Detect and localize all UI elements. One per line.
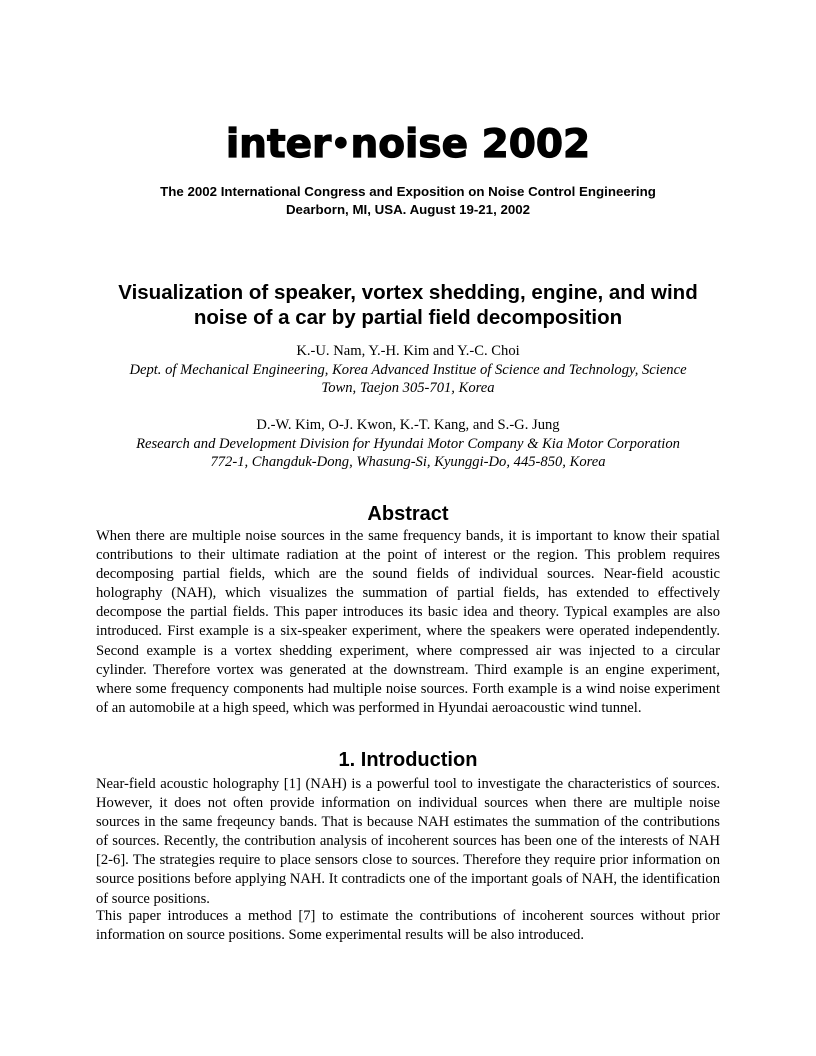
author-names: K.-U. Nam, Y.-H. Kim and Y.-C. Choi bbox=[296, 343, 520, 359]
conference-logo bbox=[0, 122, 816, 167]
author-affiliation-address: 772-1, Changduk-Dong, Whasung-Si, Kyunggi-Do, 445-850, Korea bbox=[210, 454, 606, 470]
author-block-hyundai bbox=[80, 416, 736, 472]
introduction-paragraph-1: Near-field acoustic holography [1] (NAH) is a powerful tool to investigate the characteristics of sources. However, it does not often provide information on individual sources when there are multiple noise sources in the same freqeuncy bands. That is because NAH estimates the summation of the contributions of sources. Recently, the contribution analysis of incoherent sources has been one of the interests of NAH [2-6]. The strategies require to place sensors close to sources. Therefore they require prior information on source positions before applying NAH. It contradicts one of the important goals of NAH, the identification of source positions. bbox=[96, 776, 720, 907]
conference-location-date: Dearborn, MI, USA. August 19-21, 2002 bbox=[285, 202, 531, 217]
author-affiliation-address: Town, Taejon 305-701, Korea bbox=[321, 380, 495, 396]
introduction-paragraph-2: This paper introduces a method [7] to estimate the contributions of incoherent sources without prior information on source positions. Some experimental results will be also introduced. bbox=[96, 908, 720, 944]
abstract-heading: Abstract bbox=[367, 503, 449, 525]
abstract-text: When there are multiple noise sources in the same frequency bands, it is important to know their spatial contributions to their ultimate radiation at the point of interest or the region. This problem requires decomposing partial fields, which are the sound fields of individual sources. Near-field acoustic holography (NAH), which visualizes the summation of partial fields, has extended to effectively decompose the partial fields. This paper introduces its basic idea and theory. Typical examples are also introduced. First example is a six-speaker experiment, where the speakers were operated independently. Second example is a vortex shedding experiment, where compressed air was injected to a circular cylinder. Therefore vortex was generated at the downstream. Third example is an engine experiment, where some frequency components had multiple noise sources. Forth example is a wind noise experiment of an automobile at a high speed, which was performed in Hyundai aeroacoustic wind tunnel. bbox=[96, 528, 720, 716]
paper-title: Visualization of speaker, vortex shedding, engine, and wind noise of a car by partial field decomposition bbox=[118, 281, 698, 329]
author-names: D.-W. Kim, O-J. Kwon, K.-T. Kang, and S.-G. Jung bbox=[256, 417, 560, 433]
conference-name: The 2002 International Congress and Exposition on Noise Control Engineering bbox=[160, 184, 656, 199]
author-affiliation: Research and Development Division for Hyundai Motor Company & Kia Motor Corporation bbox=[136, 435, 680, 452]
conference-info bbox=[0, 183, 816, 219]
introduction-heading: 1. Introduction bbox=[338, 749, 478, 771]
author-block-kaist bbox=[80, 342, 736, 398]
author-affiliation: Dept. of Mechanical Engineering, Korea Advanced Institue of Science and Technology, Science bbox=[129, 361, 687, 378]
logo-wordmark: inter•noise 2002 bbox=[225, 122, 591, 167]
